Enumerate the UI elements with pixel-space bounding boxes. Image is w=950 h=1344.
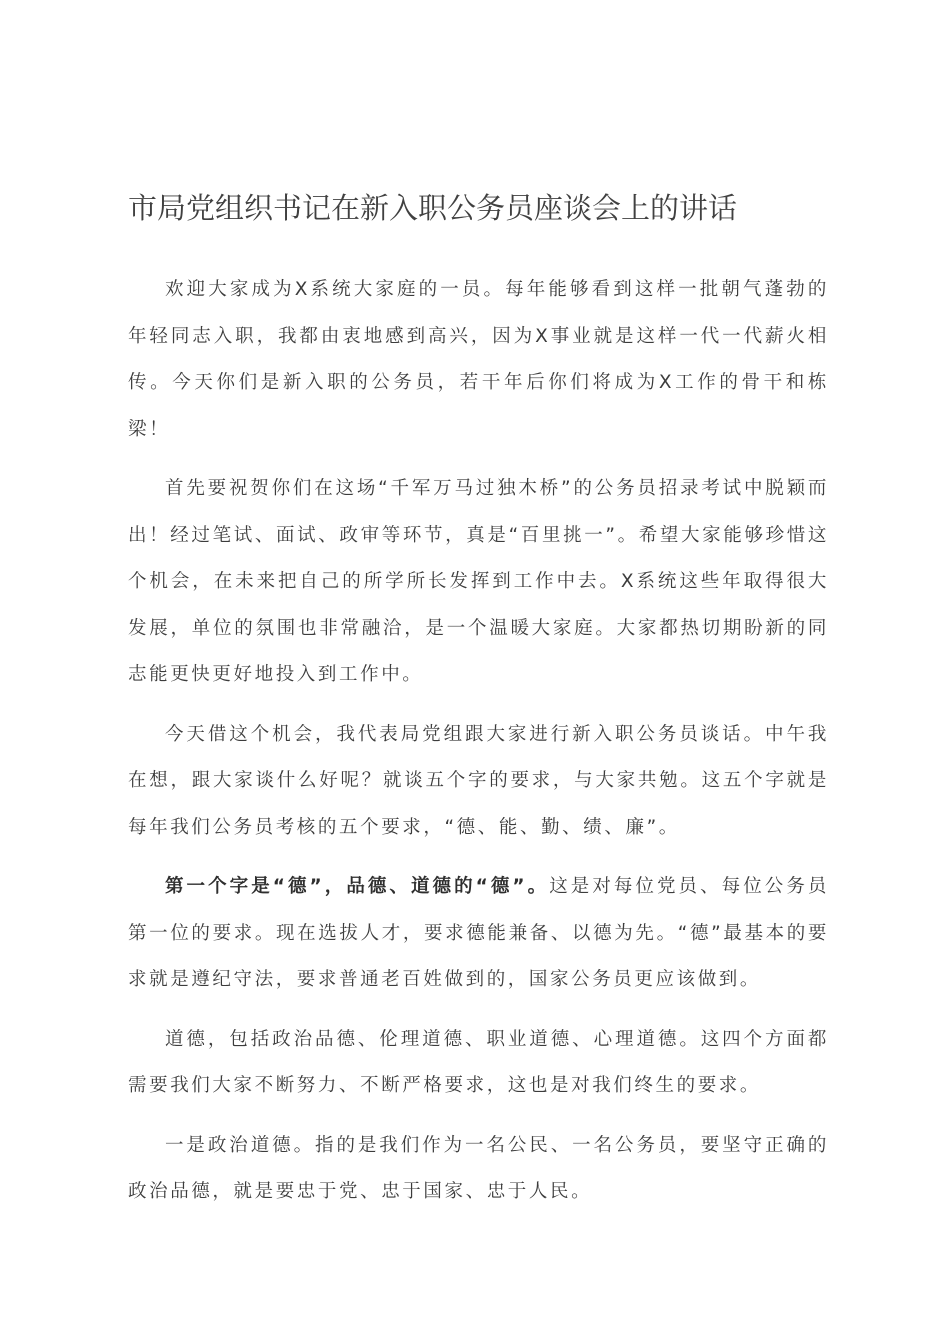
paragraph-text: 一是政治道德。指的是我们作为一名公民、一名公务员，要坚守正确的政治品德，就是要忠于党、忠于国家、忠于人民。 (128, 1134, 829, 1202)
document-body (128, 267, 829, 1229)
paragraph-4 (128, 864, 829, 1004)
paragraph-6 (128, 1123, 829, 1216)
paragraph-2 (128, 466, 829, 699)
paragraph-text: 首先要祝贺你们在这场“千军万马过独木桥”的公务员招录考试中脱颖而出！经过笔试、面试、政审等环节，真是“百里挑一”。希望大家能够珍惜这个机会，在未来把自己的所学所长发挥到工作中去。X系统这些年取得很大发展，单位的氛围也非常融洽，是一个温暖大家庭。大家都热切期盼新的同志能更快更好地投入到工作中。 (128, 478, 829, 685)
paragraph-text: 这是对每位党员、每位公务员第一位的要求。现在选拔人才，要求德能兼备、以德为先。“德”最基本的要求就是遵纪守法，要求普通老百姓做到的，国家公务员更应该做到。 (128, 876, 829, 990)
paragraph-5 (128, 1017, 829, 1110)
paragraph-text: 道德，包括政治品德、伦理道德、职业道德、心理道德。这四个方面都需要我们大家不断努力、不断严格要求，这也是对我们终生的要求。 (128, 1028, 829, 1096)
paragraph-3 (128, 712, 829, 852)
document-title: 市局党组织书记在新入职公务员座谈会上的讲话 (128, 191, 738, 225)
paragraph-lead-bold: 第一个字是“德”，品德、道德的“德”。 (165, 876, 550, 897)
paragraph-text: 今天借这个机会，我代表局党组跟大家进行新入职公务员谈话。中午我在想，跟大家谈什么好呢？就谈五个字的要求，与大家共勉。这五个字就是每年我们公务员考核的五个要求，“德、能、勤、绩、廉”。 (128, 723, 829, 838)
paragraph-text: 欢迎大家成为X系统大家庭的一员。每年能够看到这样一批朝气蓬勃的年轻同志入职，我都由衷地感到高兴，因为X事业就是这样一代一代薪火相传。今天你们是新入职的公务员，若干年后你们将成为X工作的骨干和栋梁！ (128, 279, 829, 440)
paragraph-1 (128, 267, 829, 453)
